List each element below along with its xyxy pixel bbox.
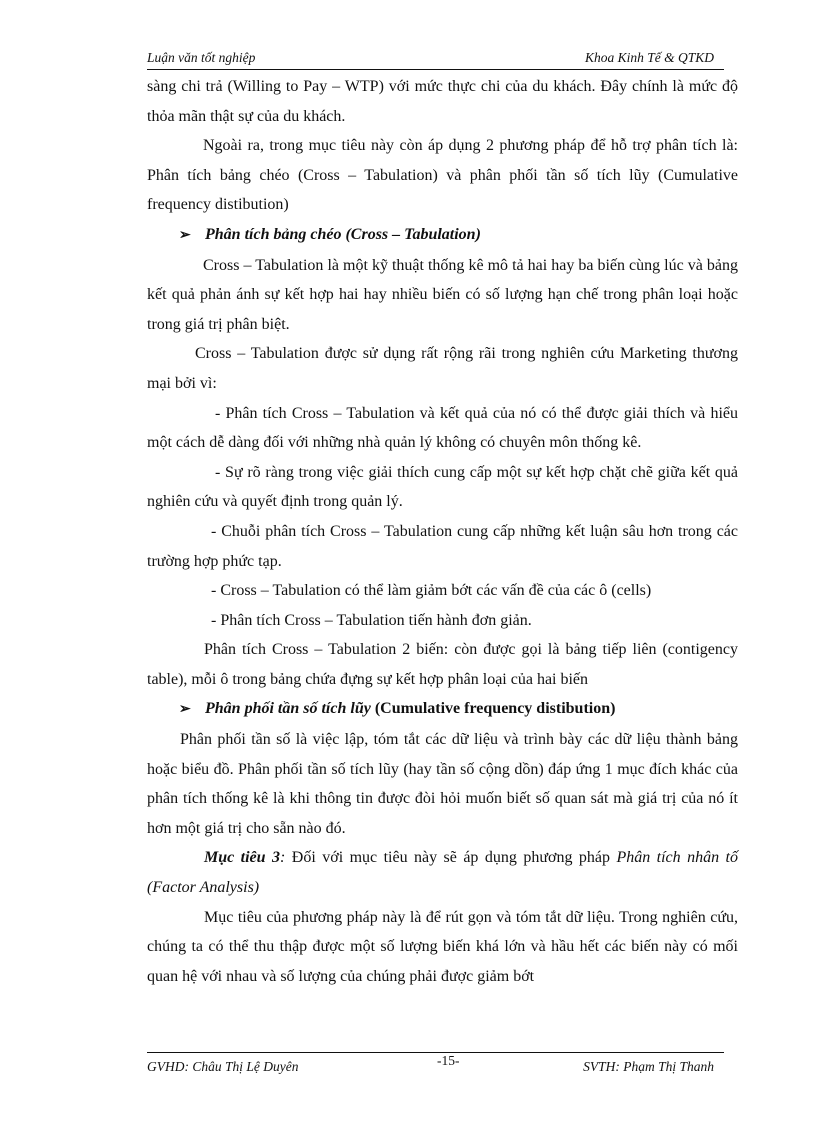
bullet-heading-text-italic: Phân phối tần số tích lũy — [205, 700, 371, 718]
arrowhead-bullet-icon: ➢ — [179, 227, 191, 243]
paragraph-objective-3 — [147, 843, 738, 902]
page-footer — [147, 1052, 724, 1074]
document-body — [147, 72, 738, 991]
list-item-reason-4: - Cross – Tabulation có thể làm giảm bớt các vấn đề của các ô (cells) — [211, 582, 652, 600]
footer-student: SVTH: Phạm Thị Thanh — [583, 1059, 714, 1074]
page-number: -15- — [437, 1053, 460, 1068]
objective-3-text: Đối với mục tiêu này sẽ áp dụng phương pháp — [285, 849, 617, 867]
header-faculty-label: Khoa Kinh Tế & QTKD — [584, 50, 714, 65]
objective-3-method: Phân tích nhân tố (Factor Analysis) — [147, 849, 738, 897]
bullet-heading-text: Phân tích bảng chéo (Cross – Tabulation) — [205, 225, 481, 243]
bullet-heading-cross-tabulation — [147, 220, 738, 251]
paragraph-two-variable-table: Phân tích Cross – Tabulation 2 biến: còn được gọi là bảng tiếp liên (contigency table), mỗi ô trong bảng chứa đựng sự kết hợp phân loại của hai biến — [147, 641, 738, 688]
arrowhead-bullet-icon: ➢ — [179, 702, 191, 718]
list-item-reason-1: - Phân tích Cross – Tabulation và kết quả của nó có thể được giải thích và hiểu một cách dễ dàng đối với những nhà quản lý không có chuyên môn thống kê. — [147, 404, 738, 452]
header-thesis-label: Luận văn tốt nghiệp — [147, 50, 256, 65]
page-header — [147, 45, 724, 70]
paragraph-factor-analysis-purpose: Mục tiêu của phương pháp này là để rút gọn và tóm tắt dữ liệu. Trong nghiên cứu, chúng ta có thể thu thập được một số lượng biến khá lớn và hầu hết các biến này có mối quan hệ với nhau và số lượng của chúng phải được giảm bớt — [147, 908, 738, 985]
list-item-reason-5: - Phân tích Cross – Tabulation tiến hành đơn giản. — [211, 611, 532, 629]
list-item-reason-2: - Sự rõ ràng trong việc giải thích cung cấp một sự kết hợp chặt chẽ giữa kết quả nghiên cứu và quyết định trong quản lý. — [147, 463, 738, 511]
objective-3-label: Mục tiêu 3 — [204, 849, 281, 867]
paragraph-frequency-distribution: Phân phối tần số là việc lập, tóm tắt các dữ liệu và trình bày các dữ liệu thành bảng hoặc biểu đồ. Phân phối tần số tích lũy (hay tần số cộng dồn) đáp ứng 1 mục đích khác của phân tích thống kê là khi thông tin được đòi hỏi muốn biết số quan sát mà giá trị của nó ít hơn một giá trị cho sẵn nào đó. — [147, 731, 738, 837]
paragraph-cross-tab-usage: Cross – Tabulation được sử dụng rất rộng rãi trong nghiên cứu Marketing thương mại bởi vì: — [147, 345, 738, 392]
footer-supervisor: GVHD: Châu Thị Lệ Duyên — [147, 1059, 299, 1074]
bullet-heading-text-english: (Cumulative frequency distibution) — [370, 700, 616, 718]
bullet-heading-cumulative-frequency — [147, 694, 738, 725]
paragraph-cross-tab-definition: Cross – Tabulation là một kỹ thuật thống kê mô tả hai hay ba biến cùng lúc và bảng kết quả phản ánh sự kết hợp hai hay nhiều biến có số lượng hạn chế trong phân loại hoặc trong giá trị phân biệt. — [147, 256, 738, 333]
list-item-reason-3: - Chuỗi phân tích Cross – Tabulation cung cấp những kết luận sâu hơn trong các trường hợp phức tạp. — [147, 522, 738, 570]
paragraph-wtp-continuation: sàng chi trả (Willing to Pay – WTP) với mức thực chi của du khách. Đây chính là mức độ thỏa mãn thật sự của du khách. — [147, 78, 738, 125]
objective-3-colon: : — [280, 849, 286, 867]
paragraph-support-methods: Ngoài ra, trong mục tiêu này còn áp dụng 2 phương pháp để hỗ trợ phân tích là: Phân tích bảng chéo (Cross – Tabulation) và phân phối tần số tích lũy (Cumulative frequency distibution) — [147, 137, 738, 214]
